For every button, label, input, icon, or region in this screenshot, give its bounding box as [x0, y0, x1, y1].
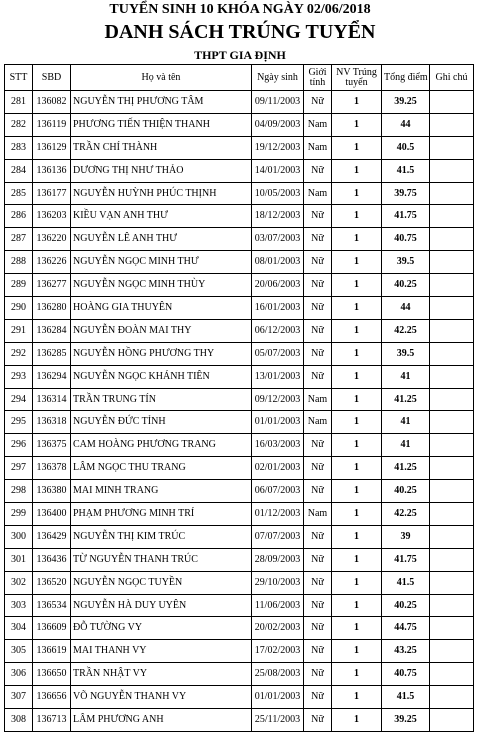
name-cell: PHƯƠNG TIẾN THIỆN THANH: [71, 113, 252, 136]
gender-cell: Nam: [304, 182, 332, 205]
choice-cell: 1: [332, 709, 382, 732]
name-cell: NGUYỄN THỊ KIM TRÚC: [71, 525, 252, 548]
stt-cell: 293: [5, 365, 33, 388]
gender-cell: Nữ: [304, 457, 332, 480]
birthdate-cell: 08/01/2003: [252, 251, 304, 274]
score-cell: 41.5: [382, 159, 430, 182]
sbd-cell: 136318: [33, 411, 71, 434]
stt-cell: 305: [5, 640, 33, 663]
birthdate-cell: 09/12/2003: [252, 388, 304, 411]
score-cell: 39.25: [382, 91, 430, 114]
table-row: [5, 617, 474, 640]
stt-cell: 300: [5, 525, 33, 548]
birthdate-cell: 14/01/2003: [252, 159, 304, 182]
table-body: [5, 91, 474, 732]
name-cell: MAI MINH TRANG: [71, 480, 252, 503]
notes-cell: [430, 136, 474, 159]
table-row: [5, 159, 474, 182]
score-cell: 41.25: [382, 457, 430, 480]
sbd-cell: 136220: [33, 228, 71, 251]
notes-cell: [430, 617, 474, 640]
gender-cell: Nữ: [304, 228, 332, 251]
table-row: [5, 411, 474, 434]
stt-cell: 282: [5, 113, 33, 136]
birthdate-cell: 19/12/2003: [252, 136, 304, 159]
choice-cell: 1: [332, 457, 382, 480]
table-row: [5, 503, 474, 526]
sbd-cell: 136203: [33, 205, 71, 228]
choice-cell: 1: [332, 617, 382, 640]
choice-cell: 1: [332, 571, 382, 594]
choice-cell: 1: [332, 319, 382, 342]
stt-cell: 304: [5, 617, 33, 640]
gender-cell: Nữ: [304, 159, 332, 182]
choice-cell: 1: [332, 663, 382, 686]
table-row: [5, 709, 474, 732]
stt-cell: 308: [5, 709, 33, 732]
choice-cell: 1: [332, 182, 382, 205]
birthdate-cell: 06/07/2003: [252, 480, 304, 503]
sbd-cell: 136436: [33, 548, 71, 571]
notes-cell: [430, 113, 474, 136]
score-cell: 41: [382, 411, 430, 434]
stt-cell: 289: [5, 274, 33, 297]
gender-cell: Nữ: [304, 297, 332, 320]
notes-cell: [430, 297, 474, 320]
score-cell: 41: [382, 365, 430, 388]
notes-cell: [430, 686, 474, 709]
birthdate-cell: 13/01/2003: [252, 365, 304, 388]
choice-cell: 1: [332, 113, 382, 136]
choice-cell: 1: [332, 91, 382, 114]
gender-cell: Nữ: [304, 342, 332, 365]
notes-cell: [430, 228, 474, 251]
birthdate-cell: 16/01/2003: [252, 297, 304, 320]
score-cell: 41.75: [382, 205, 430, 228]
name-cell: CAM HOÀNG PHƯƠNG TRANG: [71, 434, 252, 457]
gender-cell: Nam: [304, 136, 332, 159]
score-cell: 41.25: [382, 388, 430, 411]
choice-cell: 1: [332, 251, 382, 274]
choice-cell: 1: [332, 434, 382, 457]
birthdate-cell: 09/11/2003: [252, 91, 304, 114]
gender-cell: Nữ: [304, 525, 332, 548]
name-cell: NGUYỄN THỊ PHƯƠNG TÂM: [71, 91, 252, 114]
table-row: [5, 525, 474, 548]
birthdate-cell: 18/12/2003: [252, 205, 304, 228]
stt-cell: 299: [5, 503, 33, 526]
choice-cell: 1: [332, 594, 382, 617]
score-cell: 44.75: [382, 617, 430, 640]
name-cell: MAI THANH VY: [71, 640, 252, 663]
score-cell: 41.75: [382, 548, 430, 571]
name-cell: NGUYỄN NGỌC MINH THÙY: [71, 274, 252, 297]
choice-cell: 1: [332, 365, 382, 388]
name-cell: TRẦN TRUNG TÍN: [71, 388, 252, 411]
notes-cell: [430, 548, 474, 571]
score-cell: 44: [382, 113, 430, 136]
table-row: [5, 663, 474, 686]
table-row: [5, 571, 474, 594]
table-row: [5, 434, 474, 457]
table-row: [5, 457, 474, 480]
notes-cell: [430, 480, 474, 503]
notes-cell: [430, 319, 474, 342]
birthdate-cell: 17/02/2003: [252, 640, 304, 663]
sbd-cell: 136082: [33, 91, 71, 114]
gender-cell: Nam: [304, 113, 332, 136]
col-total-score: Tổng điểm: [382, 65, 430, 91]
table-row: [5, 228, 474, 251]
stt-cell: 287: [5, 228, 33, 251]
table-row: [5, 388, 474, 411]
col-stt: STT: [5, 65, 33, 91]
choice-cell: 1: [332, 640, 382, 663]
sbd-cell: 136650: [33, 663, 71, 686]
gender-cell: Nam: [304, 503, 332, 526]
stt-cell: 281: [5, 91, 33, 114]
birthdate-cell: 20/06/2003: [252, 274, 304, 297]
stt-cell: 297: [5, 457, 33, 480]
col-notes: Ghi chú: [430, 65, 474, 91]
sbd-cell: 136280: [33, 297, 71, 320]
name-cell: VÕ NGUYỄN THANH VY: [71, 686, 252, 709]
gender-cell: Nữ: [304, 617, 332, 640]
table-row: [5, 594, 474, 617]
notes-cell: [430, 205, 474, 228]
sbd-cell: 136400: [33, 503, 71, 526]
stt-cell: 307: [5, 686, 33, 709]
notes-cell: [430, 251, 474, 274]
table-row: [5, 686, 474, 709]
table-row: [5, 251, 474, 274]
notes-cell: [430, 640, 474, 663]
choice-cell: 1: [332, 548, 382, 571]
birthdate-cell: 29/10/2003: [252, 571, 304, 594]
table-row: [5, 297, 474, 320]
birthdate-cell: 05/07/2003: [252, 342, 304, 365]
notes-cell: [430, 709, 474, 732]
gender-cell: Nữ: [304, 319, 332, 342]
notes-cell: [430, 274, 474, 297]
table-row: [5, 548, 474, 571]
choice-cell: 1: [332, 503, 382, 526]
birthdate-cell: 03/07/2003: [252, 228, 304, 251]
name-cell: LÂM NGỌC THU TRANG: [71, 457, 252, 480]
score-cell: 40.25: [382, 480, 430, 503]
sbd-cell: 136375: [33, 434, 71, 457]
stt-cell: 296: [5, 434, 33, 457]
table-row: [5, 480, 474, 503]
sbd-cell: 136713: [33, 709, 71, 732]
sbd-cell: 136177: [33, 182, 71, 205]
score-cell: 40.25: [382, 594, 430, 617]
name-cell: TỪ NGUYỄN THANH TRÚC: [71, 548, 252, 571]
notes-cell: [430, 594, 474, 617]
school-name: THPT GIA ĐỊNH: [194, 48, 286, 62]
name-cell: TRẦN CHÍ THÀNH: [71, 136, 252, 159]
stt-cell: 303: [5, 594, 33, 617]
stt-cell: 292: [5, 342, 33, 365]
choice-cell: 1: [332, 205, 382, 228]
choice-cell: 1: [332, 228, 382, 251]
name-cell: DƯƠNG THỊ NHƯ THẢO: [71, 159, 252, 182]
table-row: [5, 182, 474, 205]
stt-cell: 294: [5, 388, 33, 411]
notes-cell: [430, 457, 474, 480]
score-cell: 40.25: [382, 274, 430, 297]
sbd-cell: 136284: [33, 319, 71, 342]
gender-cell: Nữ: [304, 548, 332, 571]
score-cell: 40.75: [382, 228, 430, 251]
table-row: [5, 365, 474, 388]
gender-cell: Nữ: [304, 640, 332, 663]
choice-cell: 1: [332, 342, 382, 365]
birthdate-cell: 25/08/2003: [252, 663, 304, 686]
name-cell: NGUYỄN HÀ DUY UYÊN: [71, 594, 252, 617]
score-cell: 42.25: [382, 319, 430, 342]
stt-cell: 284: [5, 159, 33, 182]
choice-cell: 1: [332, 411, 382, 434]
birthdate-cell: 01/01/2003: [252, 411, 304, 434]
list-title: DANH SÁCH TRÚNG TUYỂN: [104, 21, 376, 43]
birthdate-cell: 10/05/2003: [252, 182, 304, 205]
birthdate-cell: 25/11/2003: [252, 709, 304, 732]
gender-cell: Nữ: [304, 91, 332, 114]
sbd-cell: 136619: [33, 640, 71, 663]
birthdate-cell: 06/12/2003: [252, 319, 304, 342]
birthdate-cell: 07/07/2003: [252, 525, 304, 548]
sbd-cell: 136380: [33, 480, 71, 503]
choice-cell: 1: [332, 388, 382, 411]
name-cell: NGUYỄN HỒNG PHƯƠNG THY: [71, 342, 252, 365]
stt-cell: 283: [5, 136, 33, 159]
choice-cell: 1: [332, 136, 382, 159]
birthdate-cell: 04/09/2003: [252, 113, 304, 136]
gender-cell: Nữ: [304, 365, 332, 388]
gender-cell: Nữ: [304, 274, 332, 297]
score-cell: 39.5: [382, 251, 430, 274]
sbd-cell: 136277: [33, 274, 71, 297]
score-cell: 39: [382, 525, 430, 548]
score-cell: 44: [382, 297, 430, 320]
score-cell: 40.5: [382, 136, 430, 159]
sbd-cell: 136314: [33, 388, 71, 411]
name-cell: NGUYỄN ĐỨC TỈNH: [71, 411, 252, 434]
notes-cell: [430, 525, 474, 548]
exam-title: TUYỂN SINH 10 KHÓA NGÀY 02/06/2018: [109, 2, 371, 17]
name-cell: ĐỖ TƯỜNG VY: [71, 617, 252, 640]
notes-cell: [430, 91, 474, 114]
name-cell: HOÀNG GIA THUYÊN: [71, 297, 252, 320]
score-cell: 41.5: [382, 571, 430, 594]
choice-cell: 1: [332, 159, 382, 182]
col-birthdate: Ngày sinh: [252, 65, 304, 91]
birthdate-cell: 16/03/2003: [252, 434, 304, 457]
score-cell: 41: [382, 434, 430, 457]
gender-cell: Nữ: [304, 434, 332, 457]
choice-cell: 1: [332, 525, 382, 548]
table-row: [5, 91, 474, 114]
gender-cell: Nữ: [304, 205, 332, 228]
score-cell: 41.5: [382, 686, 430, 709]
score-cell: 40.75: [382, 663, 430, 686]
notes-cell: [430, 663, 474, 686]
sbd-cell: 136136: [33, 159, 71, 182]
birthdate-cell: 11/06/2003: [252, 594, 304, 617]
table-row: [5, 113, 474, 136]
stt-cell: 302: [5, 571, 33, 594]
stt-cell: 306: [5, 663, 33, 686]
gender-cell: Nữ: [304, 663, 332, 686]
notes-cell: [430, 434, 474, 457]
table-row: [5, 640, 474, 663]
sbd-cell: 136226: [33, 251, 71, 274]
gender-cell: Nữ: [304, 251, 332, 274]
choice-cell: 1: [332, 297, 382, 320]
birthdate-cell: 02/01/2003: [252, 457, 304, 480]
stt-cell: 290: [5, 297, 33, 320]
score-cell: 39.5: [382, 342, 430, 365]
col-gender: Giới tính: [304, 65, 332, 91]
birthdate-cell: 20/02/2003: [252, 617, 304, 640]
name-cell: NGUYỄN NGỌC TUYỀN: [71, 571, 252, 594]
score-cell: 43.25: [382, 640, 430, 663]
stt-cell: 286: [5, 205, 33, 228]
sbd-cell: 136534: [33, 594, 71, 617]
name-cell: TRẦN NHẬT VY: [71, 663, 252, 686]
birthdate-cell: 01/01/2003: [252, 686, 304, 709]
name-cell: NGUYỄN LÊ ANH THƯ: [71, 228, 252, 251]
stt-cell: 285: [5, 182, 33, 205]
col-name: Họ và tên: [71, 65, 252, 91]
choice-cell: 1: [332, 274, 382, 297]
stt-cell: 288: [5, 251, 33, 274]
table-row: [5, 342, 474, 365]
notes-cell: [430, 503, 474, 526]
gender-cell: Nam: [304, 411, 332, 434]
score-cell: 42.25: [382, 503, 430, 526]
stt-cell: 291: [5, 319, 33, 342]
name-cell: LÂM PHƯƠNG ANH: [71, 709, 252, 732]
col-sbd: SBD: [33, 65, 71, 91]
notes-cell: [430, 388, 474, 411]
name-cell: NGUYỄN NGỌC KHÁNH TIÊN: [71, 365, 252, 388]
gender-cell: Nữ: [304, 480, 332, 503]
sbd-cell: 136656: [33, 686, 71, 709]
gender-cell: Nữ: [304, 686, 332, 709]
sbd-cell: 136119: [33, 113, 71, 136]
name-cell: NGUYỄN ĐOÀN MAI THY: [71, 319, 252, 342]
table-row: [5, 319, 474, 342]
gender-cell: Nữ: [304, 571, 332, 594]
table-row: [5, 274, 474, 297]
stt-cell: 301: [5, 548, 33, 571]
notes-cell: [430, 571, 474, 594]
notes-cell: [430, 159, 474, 182]
notes-cell: [430, 182, 474, 205]
notes-cell: [430, 342, 474, 365]
notes-cell: [430, 411, 474, 434]
sbd-cell: 136129: [33, 136, 71, 159]
name-cell: PHẠM PHƯƠNG MINH TRÍ: [71, 503, 252, 526]
birthdate-cell: 01/12/2003: [252, 503, 304, 526]
col-choice: NV Trúng tuyển: [332, 65, 382, 91]
stt-cell: 298: [5, 480, 33, 503]
table-header-row: [5, 65, 474, 91]
sbd-cell: 136429: [33, 525, 71, 548]
sbd-cell: 136294: [33, 365, 71, 388]
score-cell: 39.75: [382, 182, 430, 205]
table-row: [5, 136, 474, 159]
stt-cell: 295: [5, 411, 33, 434]
table-row: [5, 205, 474, 228]
results-table: [4, 64, 474, 732]
sbd-cell: 136378: [33, 457, 71, 480]
score-cell: 39.25: [382, 709, 430, 732]
gender-cell: Nữ: [304, 594, 332, 617]
sbd-cell: 136520: [33, 571, 71, 594]
sbd-cell: 136285: [33, 342, 71, 365]
name-cell: KIỀU VẠN ANH THƯ: [71, 205, 252, 228]
notes-cell: [430, 365, 474, 388]
choice-cell: 1: [332, 686, 382, 709]
sbd-cell: 136609: [33, 617, 71, 640]
gender-cell: Nữ: [304, 709, 332, 732]
choice-cell: 1: [332, 480, 382, 503]
birthdate-cell: 28/09/2003: [252, 548, 304, 571]
name-cell: NGUYỄN HUỲNH PHÚC THỊNH: [71, 182, 252, 205]
name-cell: NGUYỄN NGỌC MINH THƯ: [71, 251, 252, 274]
gender-cell: Nam: [304, 388, 332, 411]
